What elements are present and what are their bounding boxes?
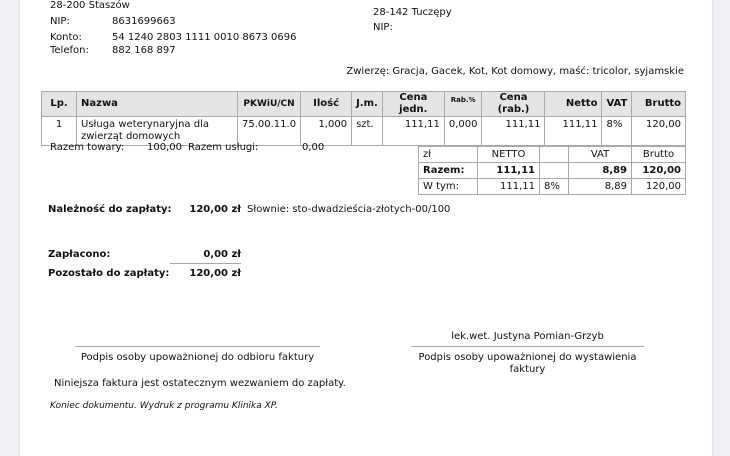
summary-total-label: Razem: [419, 163, 478, 179]
col-name: Nazwa [77, 92, 238, 117]
services-total-label: Razem usługi: [188, 142, 259, 153]
col-net: Netto [545, 92, 602, 117]
issuer-signature-line [411, 346, 644, 347]
amount-in-words: Słownie: sto-dwadzieścia-złotych-00/100 [247, 204, 451, 215]
amount-due-label: Należność do zapłaty: [48, 204, 172, 215]
cell-net: 111,11 [545, 117, 602, 146]
summary-vat-header: VAT [569, 147, 632, 163]
summary-including-row [419, 179, 686, 195]
items-table [41, 91, 686, 146]
document-footer: Koniec dokumentu. Wydruk z programu Klinika XP. [50, 401, 278, 411]
buyer-city: 28-142 Tuczępy [373, 7, 452, 18]
issuer-signature-caption-2: faktury [509, 364, 546, 375]
animal-info: Zwierzę: Gracja, Gacek, Kot, Kot domowy, maść: tricolor, syjamskie [346, 66, 684, 77]
seller-account: 54 1240 2803 1111 0010 8673 0696 [112, 32, 297, 43]
col-unit-price: Cena jedn. [382, 92, 444, 117]
invoice-page [20, 0, 712, 456]
seller-account-label: Konto: [50, 32, 82, 43]
seller-phone-label: Telefon: [50, 45, 89, 56]
summary-total-row [419, 163, 686, 179]
remaining-value: 120,00 zł [189, 268, 241, 279]
summary-including-net: 111,11 [478, 179, 540, 195]
summary-gross-header: Brutto [632, 147, 686, 163]
col-gross: Brutto [632, 92, 686, 117]
goods-total-label: Razem towary: [50, 142, 125, 153]
seller-nip: 8631699663 [112, 16, 176, 27]
summary-including-vat: 8,89 [569, 179, 632, 195]
summary-total-net: 111,11 [478, 163, 540, 179]
paid-value: 0,00 zł [203, 249, 241, 260]
col-unit: J.m. [352, 92, 383, 117]
receiver-signature-line [75, 346, 320, 347]
col-pkwiu: PKWiU/CN [238, 92, 301, 117]
col-lp: Lp. [42, 92, 77, 117]
summary-currency: zł [419, 147, 478, 163]
cell-vat: 8% [602, 117, 632, 146]
cell-qty: 1,000 [301, 117, 352, 146]
summary-total-rate [540, 163, 569, 179]
amount-due-value: 120,00 zł [189, 204, 241, 215]
issuer-signature-caption-1: Podpis osoby upoważnionej do wystawienia [418, 352, 637, 363]
summary-including-label: W tym: [419, 179, 478, 195]
services-total-value: 0,00 [302, 142, 325, 153]
receiver-signature-caption: Podpis osoby upoważnionej do odbioru faktury [80, 352, 315, 363]
buyer-nip-label: NIP: [373, 22, 393, 33]
col-price-after-discount: Cena (rab.) [482, 92, 545, 117]
col-qty: Ilość [301, 92, 352, 117]
summary-net-header: NETTO [478, 147, 540, 163]
items-table-header [42, 92, 686, 117]
seller-city: 28-200 Staszów [50, 0, 130, 11]
seller-phone: 882 168 897 [112, 45, 176, 56]
summary-including-rate: 8% [540, 179, 569, 195]
cell-discount: 0,000 [444, 117, 482, 146]
cell-name: Usługa weterynaryjna dla zwierząt domowych [77, 117, 238, 146]
cell-unit: szt. [352, 117, 383, 146]
summary-including-gross: 120,00 [632, 179, 686, 195]
vat-summary-table [418, 146, 686, 195]
cell-unit-price: 111,11 [382, 117, 444, 146]
paid-divider [170, 263, 241, 264]
final-notice: Niniejsza faktura jest ostatecznym wezwaniem do zapłaty. [54, 378, 346, 389]
goods-total-value: 100,00 [147, 142, 182, 153]
seller-nip-label: NIP: [50, 16, 70, 27]
cell-pkwiu: 75.00.11.0 [238, 117, 301, 146]
issuer-name: lek.wet. Justyna Pomian-Grzyb [451, 331, 604, 342]
summary-total-gross: 120,00 [632, 163, 686, 179]
col-vat: VAT [602, 92, 632, 117]
col-discount: Rab.% [444, 92, 482, 117]
paid-label: Zapłacono: [48, 249, 111, 260]
cell-price-after-discount: 111,11 [482, 117, 545, 146]
summary-header-row [419, 147, 686, 163]
cell-lp: 1 [42, 117, 77, 146]
summary-rate-header [540, 147, 569, 163]
cell-gross: 120,00 [632, 117, 686, 146]
summary-total-vat: 8,89 [569, 163, 632, 179]
remaining-label: Pozostało do zapłaty: [48, 268, 170, 279]
